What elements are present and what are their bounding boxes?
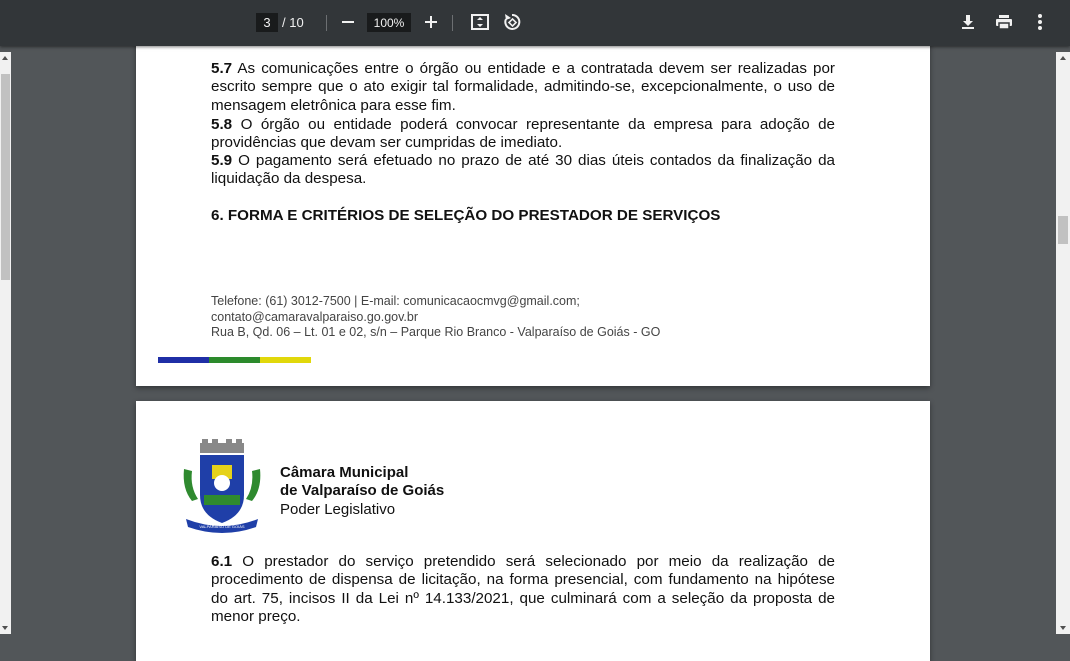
plus-icon [424, 15, 438, 29]
municipal-crest-icon [180, 439, 264, 535]
footer-color-bar-yellow [260, 357, 311, 363]
zoom-out-button[interactable] [337, 11, 359, 33]
footer-color-bar-blue [158, 357, 209, 363]
fit-page-icon [471, 14, 489, 30]
page-footer [211, 294, 660, 341]
clause-text: O pagamento será efetuado no prazo de até 30 dias úteis contados da finalização da liquidação da despesa. [211, 152, 835, 188]
rotate-icon [503, 13, 521, 31]
scrollbar-thumb[interactable] [1, 74, 10, 280]
scroll-down-arrow-icon[interactable] [2, 626, 8, 630]
pdf-page [136, 0, 930, 386]
print-button[interactable] [993, 11, 1015, 33]
clause-6-1 [211, 553, 835, 627]
section-heading: 6. FORMA E CRITÉRIOS DE SELEÇÃO DO PRESTADOR DE SERVIÇOS [211, 207, 721, 224]
toolbar-divider [326, 15, 327, 31]
download-button[interactable] [957, 11, 979, 33]
clause-number: 5.8 [211, 116, 233, 133]
footer-address: Rua B, Qd. 06 – Lt. 01 e 02, s/n – Parque Rio Branco - Valparaíso de Goiás - GO [211, 325, 661, 339]
zoom-level-input[interactable]: 100% [367, 13, 411, 32]
pdf-page [136, 401, 930, 661]
clause-number: 5.7 [211, 60, 233, 77]
clause-text: O órgão ou entidade poderá convocar representante da empresa para adoção de providências que devam ser cumpridas de imediato. [211, 116, 835, 152]
footer-color-bar-green [209, 357, 260, 363]
scroll-down-arrow-icon[interactable] [1060, 626, 1066, 630]
toolbar-divider [452, 15, 453, 31]
org-name-line1: Câmara Municipal [280, 464, 409, 481]
minus-icon [341, 15, 355, 29]
org-subtitle: Poder Legislativo [280, 501, 396, 518]
left-scrollbar[interactable] [0, 52, 11, 634]
scrollbar-thumb[interactable] [1058, 216, 1068, 244]
org-name-line2: de Valparaíso de Goiás [280, 482, 445, 499]
footer-email: contato@camaravalparaiso.go.gov.br [211, 309, 419, 324]
footer-contact: Telefone: (61) 3012-7500 | E-mail: comunicacaocmvg@gmail.com; [211, 294, 580, 308]
zoom-in-button[interactable] [420, 11, 442, 33]
pdf-toolbar [0, 0, 1070, 46]
fit-to-page-button[interactable] [469, 11, 491, 33]
page-total: / 10 [282, 15, 304, 30]
clause-text: As comunicações entre o órgão ou entidade e a contratada devem ser realizadas por escrito sempre que o ato exigir tal formalidade, admitindo-se, excepcionalmente, o uso de mensagem eletrônica para esse fim. [211, 60, 835, 114]
more-vert-icon [1038, 14, 1042, 30]
crest-ribbon-text: VALPARAÍSO DE GOIÁS [199, 524, 245, 529]
clause-text: O prestador do serviço pretendido será selecionado por meio da realização de procedimento de dispensa de licitação, na forma presencial, com fundamento na hipótese do art. 75, incisos II da Lei nº 14.133/2021, que culminará com a seleção da proposta de menor preço. [211, 553, 835, 626]
more-actions-button[interactable] [1029, 11, 1051, 33]
right-scrollbar[interactable] [1056, 52, 1070, 634]
clause-number: 5.9 [211, 152, 233, 169]
print-icon [995, 14, 1013, 30]
clause-number: 6.1 [211, 553, 233, 570]
scroll-up-arrow-icon[interactable] [2, 56, 8, 60]
download-icon [961, 14, 975, 30]
clause-5-8 [211, 116, 835, 153]
clause-5-7 [211, 60, 835, 115]
rotate-button[interactable] [501, 11, 523, 33]
clause-5-9 [211, 152, 835, 189]
page-number-input[interactable]: 3 [256, 13, 278, 32]
scroll-up-arrow-icon[interactable] [1060, 56, 1066, 60]
